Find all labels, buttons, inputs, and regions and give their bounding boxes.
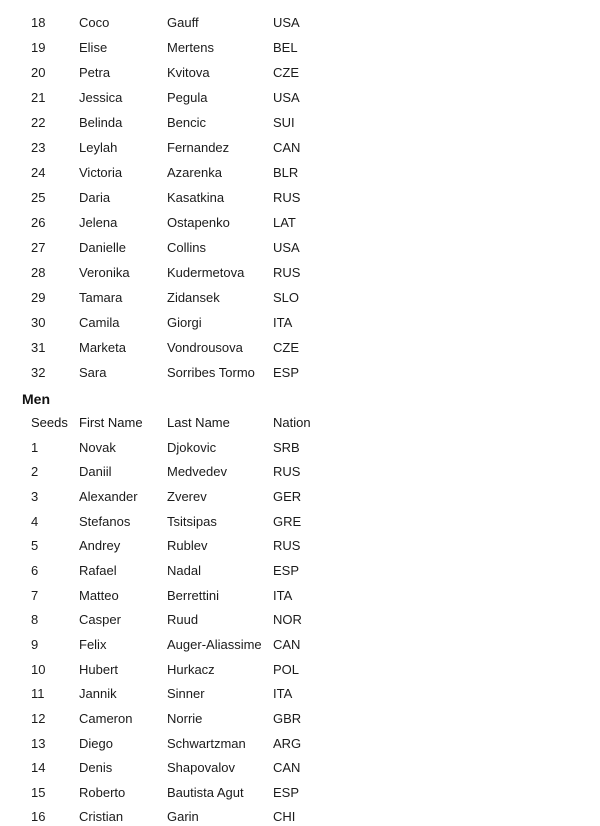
seed-row <box>31 260 391 285</box>
seed-row <box>31 607 391 632</box>
first-name-cell: Camila <box>79 315 120 330</box>
last-name-cell: Djokovic <box>167 439 217 455</box>
first-name-cell: Denis <box>79 760 113 776</box>
nation-cell: LAT <box>273 215 296 230</box>
last-name-cell: Zverev <box>167 489 207 505</box>
seed-cell: 10 <box>31 661 46 677</box>
nation-cell: BEL <box>273 40 298 55</box>
seed-cell: 11 <box>31 686 45 702</box>
seed-row <box>31 632 391 657</box>
seed-cell: 20 <box>31 65 46 80</box>
seed-row <box>31 583 391 608</box>
seed-cell: 13 <box>31 735 46 751</box>
seed-cell: 31 <box>31 340 46 355</box>
seed-row <box>31 558 391 583</box>
seed-row <box>31 706 391 731</box>
seed-cell: 2 <box>31 464 39 480</box>
nation-cell: SRB <box>273 439 300 455</box>
first-name-cell: Leylah <box>79 140 118 155</box>
column-header-nation: Nation <box>273 415 311 430</box>
nation-cell: ITA <box>273 587 293 603</box>
nation-cell: GRE <box>273 513 302 529</box>
seed-cell: 28 <box>31 265 46 280</box>
last-name-cell: Sinner <box>167 686 205 702</box>
last-name-cell: Nadal <box>167 563 201 579</box>
men-section-heading: Men <box>22 391 50 407</box>
first-name-cell: Jelena <box>79 215 118 230</box>
last-name-cell: Fernandez <box>167 140 230 155</box>
last-name-cell: Ostapenko <box>167 215 230 230</box>
seed-cell: 12 <box>31 710 46 726</box>
last-name-cell: Hurkacz <box>167 661 215 677</box>
first-name-cell: Diego <box>79 735 113 751</box>
nation-cell: CAN <box>273 636 301 652</box>
nation-cell: RUS <box>273 464 301 480</box>
last-name-cell: Azarenka <box>167 165 222 180</box>
nation-cell: CZE <box>273 65 299 80</box>
nation-cell: ESP <box>273 365 300 380</box>
column-header-seeds: Seeds <box>31 415 68 430</box>
nation-cell: CAN <box>273 140 301 155</box>
seed-row <box>31 755 391 780</box>
seed-row <box>31 160 391 185</box>
nation-cell: SUI <box>273 115 295 130</box>
nation-cell: RUS <box>273 538 301 554</box>
last-name-cell: Gauff <box>167 15 199 30</box>
seed-cell: 29 <box>31 290 46 305</box>
women-seeds-table <box>31 10 391 385</box>
nation-cell: RUS <box>273 265 301 280</box>
seed-row <box>31 35 391 60</box>
seed-cell: 24 <box>31 165 46 180</box>
seed-cell: 19 <box>31 40 46 55</box>
nation-cell: ESP <box>273 563 300 579</box>
nation-cell: ITA <box>273 315 293 330</box>
seed-row <box>31 10 391 35</box>
seed-cell: 15 <box>31 784 46 800</box>
seed-row <box>31 780 391 805</box>
seed-row <box>31 534 391 559</box>
first-name-cell: Petra <box>79 65 111 80</box>
seed-row <box>31 335 391 360</box>
last-name-cell: Pegula <box>167 90 208 105</box>
first-name-cell: Rafael <box>79 563 117 579</box>
nation-cell: POL <box>273 661 300 677</box>
first-name-cell: Danielle <box>79 240 126 255</box>
nation-cell: ESP <box>273 784 300 800</box>
column-header-first-name: First Name <box>79 415 143 430</box>
seed-row <box>31 731 391 756</box>
seed-row <box>31 60 391 85</box>
first-name-cell: Hubert <box>79 661 119 677</box>
seed-cell: 21 <box>31 90 46 105</box>
last-name-cell: Mertens <box>167 40 214 55</box>
seed-cell: 18 <box>31 15 46 30</box>
first-name-cell: Marketa <box>79 340 126 355</box>
seed-cell: 16 <box>31 809 46 825</box>
last-name-cell: Vondrousova <box>167 340 243 355</box>
first-name-cell: Belinda <box>79 115 123 130</box>
seed-cell: 27 <box>31 240 46 255</box>
first-name-cell: Jannik <box>79 686 117 702</box>
seed-row <box>31 285 391 310</box>
first-name-cell: Victoria <box>79 165 123 180</box>
last-name-cell: Giorgi <box>167 315 202 330</box>
seed-row <box>31 657 391 682</box>
first-name-cell: Veronika <box>79 265 130 280</box>
last-name-cell: Medvedev <box>167 464 227 480</box>
first-name-cell: Roberto <box>79 784 126 800</box>
seed-row <box>31 185 391 210</box>
nation-cell: CZE <box>273 340 299 355</box>
last-name-cell: Rublev <box>167 538 208 554</box>
first-name-cell: Alexander <box>79 489 138 505</box>
last-name-cell: Kasatkina <box>167 190 225 205</box>
seed-row <box>31 360 391 385</box>
seed-row <box>31 681 391 706</box>
nation-cell: CAN <box>273 760 301 776</box>
seed-row <box>31 484 391 509</box>
first-name-cell: Casper <box>79 612 121 628</box>
seed-row <box>31 235 391 260</box>
first-name-cell: Jessica <box>79 90 123 105</box>
seed-cell: 6 <box>31 563 39 579</box>
seed-row <box>31 435 391 460</box>
last-name-cell: Schwartzman <box>167 735 246 751</box>
column-header-last-name: Last Name <box>167 415 230 430</box>
seed-cell: 7 <box>31 587 39 603</box>
last-name-cell: Ruud <box>167 612 199 628</box>
men-table-header-row <box>31 410 391 435</box>
seed-row <box>31 805 391 826</box>
seed-row <box>31 460 391 485</box>
first-name-cell: Daria <box>79 190 111 205</box>
nation-cell: USA <box>273 90 300 105</box>
nation-cell: ITA <box>273 686 293 702</box>
seed-cell: 1 <box>31 439 39 455</box>
seed-row <box>31 210 391 235</box>
last-name-cell: Bencic <box>167 115 207 130</box>
seed-cell: 3 <box>31 489 39 505</box>
first-name-cell: Cristian <box>79 809 124 825</box>
last-name-cell: Auger-Aliassime <box>167 636 262 652</box>
seed-cell: 8 <box>31 612 39 628</box>
first-name-cell: Cameron <box>79 710 133 726</box>
first-name-cell: Tamara <box>79 290 123 305</box>
first-name-cell: Stefanos <box>79 513 131 529</box>
first-name-cell: Sara <box>79 365 107 380</box>
last-name-cell: Bautista Agut <box>167 784 244 800</box>
seed-cell: 30 <box>31 315 46 330</box>
last-name-cell: Tsitsipas <box>167 513 217 529</box>
nation-cell: GBR <box>273 710 302 726</box>
nation-cell: USA <box>273 240 300 255</box>
seed-cell: 4 <box>31 513 39 529</box>
seed-cell: 22 <box>31 115 46 130</box>
nation-cell: ARG <box>273 735 302 751</box>
men-seeds-table <box>31 410 391 826</box>
last-name-cell: Sorribes Tormo <box>167 365 255 380</box>
seed-cell: 14 <box>31 760 46 776</box>
seed-cell: 9 <box>31 636 39 652</box>
seed-row <box>31 509 391 534</box>
first-name-cell: Matteo <box>79 587 119 603</box>
nation-cell: RUS <box>273 190 301 205</box>
first-name-cell: Coco <box>79 15 110 30</box>
seed-row <box>31 110 391 135</box>
seed-row <box>31 85 391 110</box>
last-name-cell: Collins <box>167 240 207 255</box>
last-name-cell: Berrettini <box>167 587 220 603</box>
last-name-cell: Kvitova <box>167 65 210 80</box>
nation-cell: BLR <box>273 165 299 180</box>
seed-cell: 5 <box>31 538 39 554</box>
first-name-cell: Felix <box>79 636 107 652</box>
nation-cell: CHI <box>273 809 296 825</box>
seed-cell: 26 <box>31 215 46 230</box>
first-name-cell: Daniil <box>79 464 112 480</box>
nation-cell: GER <box>273 489 302 505</box>
nation-cell: SLO <box>273 290 300 305</box>
seed-row <box>31 135 391 160</box>
first-name-cell: Novak <box>79 439 116 455</box>
first-name-cell: Elise <box>79 40 108 55</box>
seed-row <box>31 310 391 335</box>
last-name-cell: Zidansek <box>167 290 220 305</box>
last-name-cell: Norrie <box>167 710 203 726</box>
last-name-cell: Shapovalov <box>167 760 235 776</box>
seed-cell: 23 <box>31 140 46 155</box>
first-name-cell: Andrey <box>79 538 121 554</box>
nation-cell: USA <box>273 15 300 30</box>
last-name-cell: Kudermetova <box>167 265 245 280</box>
nation-cell: NOR <box>273 612 302 628</box>
seed-cell: 25 <box>31 190 46 205</box>
last-name-cell: Garin <box>167 809 199 825</box>
seed-cell: 32 <box>31 365 46 380</box>
